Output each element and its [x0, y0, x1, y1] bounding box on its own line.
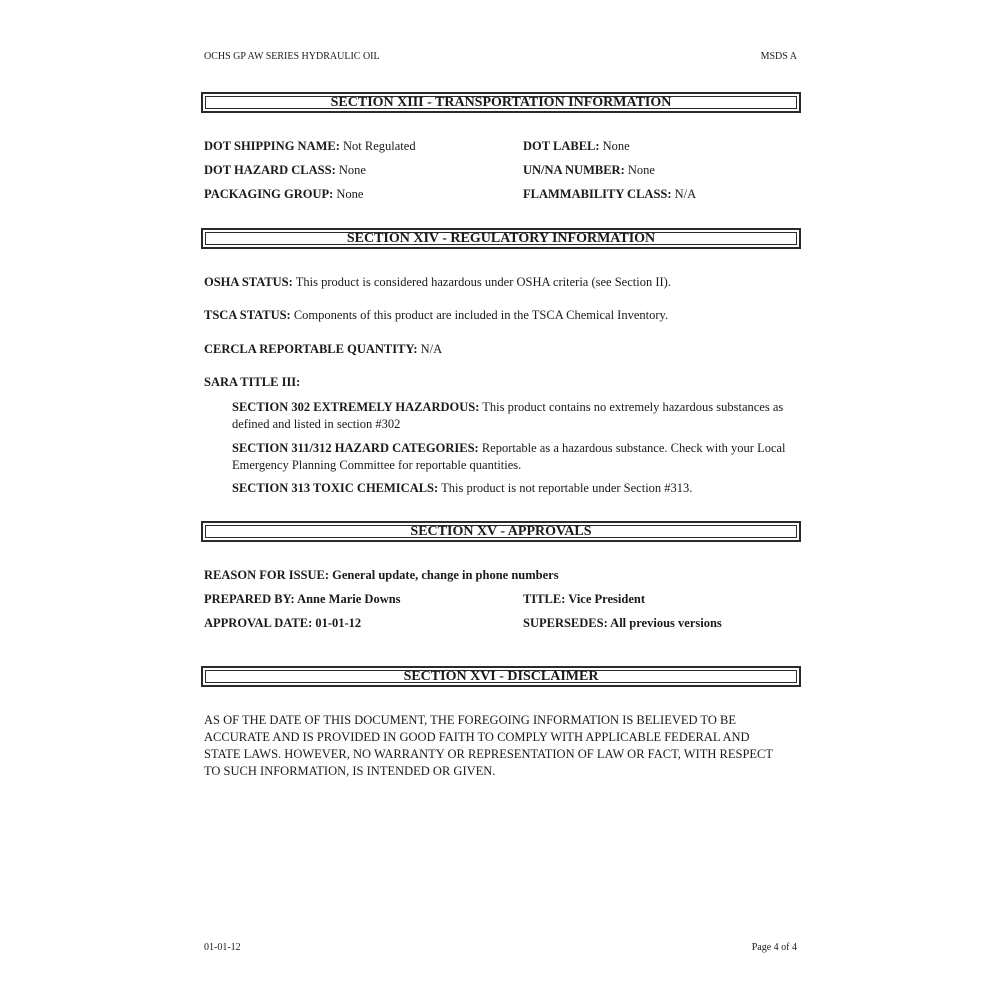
packaging-group-value: None	[336, 187, 364, 201]
osha-status-field	[204, 275, 671, 290]
approval-date: APPROVAL DATE: 01-01-12	[204, 616, 362, 630]
tsca-status-field	[204, 308, 668, 323]
dot-label-field	[523, 139, 630, 154]
section-14-header	[201, 228, 801, 249]
dot-shipping-name-value: Not Regulated	[343, 139, 416, 153]
flammability-class-label: FLAMMABILITY CLASS:	[523, 187, 672, 201]
dot-hazard-class-value: None	[338, 163, 366, 177]
dot-label-value: None	[602, 139, 630, 153]
dot-shipping-name-field	[204, 139, 416, 154]
document-title: OCHS GP AW SERIES HYDRAULIC OIL	[204, 51, 380, 62]
dot-shipping-name-label: DOT SHIPPING NAME:	[204, 139, 340, 153]
flammability-class-field	[523, 187, 696, 202]
un-na-number-field	[523, 163, 655, 178]
tsca-status-label: TSCA STATUS:	[204, 308, 291, 322]
approver-title: TITLE: Vice President	[523, 592, 645, 606]
osha-status-text: This product is considered hazardous under OSHA criteria (see Section II).	[295, 275, 671, 289]
un-na-number-label: UN/NA NUMBER:	[523, 163, 625, 177]
cercla-label: CERCLA REPORTABLE QUANTITY:	[204, 342, 418, 356]
packaging-group-field	[204, 187, 363, 202]
flammability-class-value: N/A	[674, 187, 697, 201]
cercla-text: N/A	[420, 342, 443, 356]
tsca-status-text: Components of this product are included in the TSCA Chemical Inventory.	[293, 308, 669, 322]
section-311-312-text: Reportable as a hazardous substance. Check with your Local Emergency Planning Committee for reportable quantities.	[232, 441, 786, 472]
prepared-by: PREPARED BY: Anne Marie Downs	[204, 592, 401, 606]
section-313-label: SECTION 313 TOXIC CHEMICALS:	[232, 481, 439, 495]
section-15-title: SECTION XV - APPROVALS	[410, 524, 592, 539]
section-311-312-label: SECTION 311/312 HAZARD CATEGORIES:	[232, 441, 479, 455]
page-number: Page 4 of 4	[751, 942, 797, 953]
section-313-paragraph	[232, 481, 692, 496]
dot-hazard-class-field	[204, 163, 366, 178]
section-13-title: SECTION XIII - TRANSPORTATION INFORMATION	[330, 95, 672, 110]
dot-label-label: DOT LABEL:	[523, 139, 600, 153]
section-16-title: SECTION XVI - DISCLAIMER	[403, 669, 599, 684]
section-313-text: This product is not reportable under Section #313.	[441, 481, 693, 495]
document-code: MSDS A	[760, 51, 797, 62]
un-na-number-value: None	[627, 163, 655, 177]
disclaimer-text: AS OF THE DATE OF THIS DOCUMENT, THE FOREGOING INFORMATION IS BELIEVED TO BE ACCURATE AND IS PROVIDED IN GOOD FAITH TO COMPLY WITH APPLICABLE FEDERAL AND STATE LAWS. HOWEVER, NO WARRANTY OR REPRESENTATION OF LAW OR FACT, WITH RESPECT TO SUCH INFORMATION, IS INTENDED OR GIVEN.	[204, 713, 773, 778]
section-302-label: SECTION 302 EXTREMELY HAZARDOUS:	[232, 400, 480, 414]
section-311-312-paragraph	[232, 440, 797, 474]
section-13-header	[201, 92, 801, 113]
section-14-title: SECTION XIV - REGULATORY INFORMATION	[346, 231, 656, 246]
section-302-text: This product contains no extremely hazardous substances as defined and listed in section #302	[232, 400, 784, 431]
sara-title-iii-label: SARA TITLE III:	[204, 375, 301, 389]
osha-status-label: OSHA STATUS:	[204, 275, 293, 289]
dot-hazard-class-label: DOT HAZARD CLASS:	[204, 163, 336, 177]
supersedes: SUPERSEDES: All previous versions	[523, 616, 722, 630]
footer-date: 01-01-12	[204, 942, 241, 953]
section-16-header	[201, 666, 801, 687]
section-302-paragraph	[232, 399, 797, 433]
packaging-group-label: PACKAGING GROUP:	[204, 187, 334, 201]
cercla-field	[204, 342, 442, 357]
reason-for-issue: REASON FOR ISSUE: General update, change in phone numbers	[204, 568, 559, 582]
section-15-header	[201, 521, 801, 542]
